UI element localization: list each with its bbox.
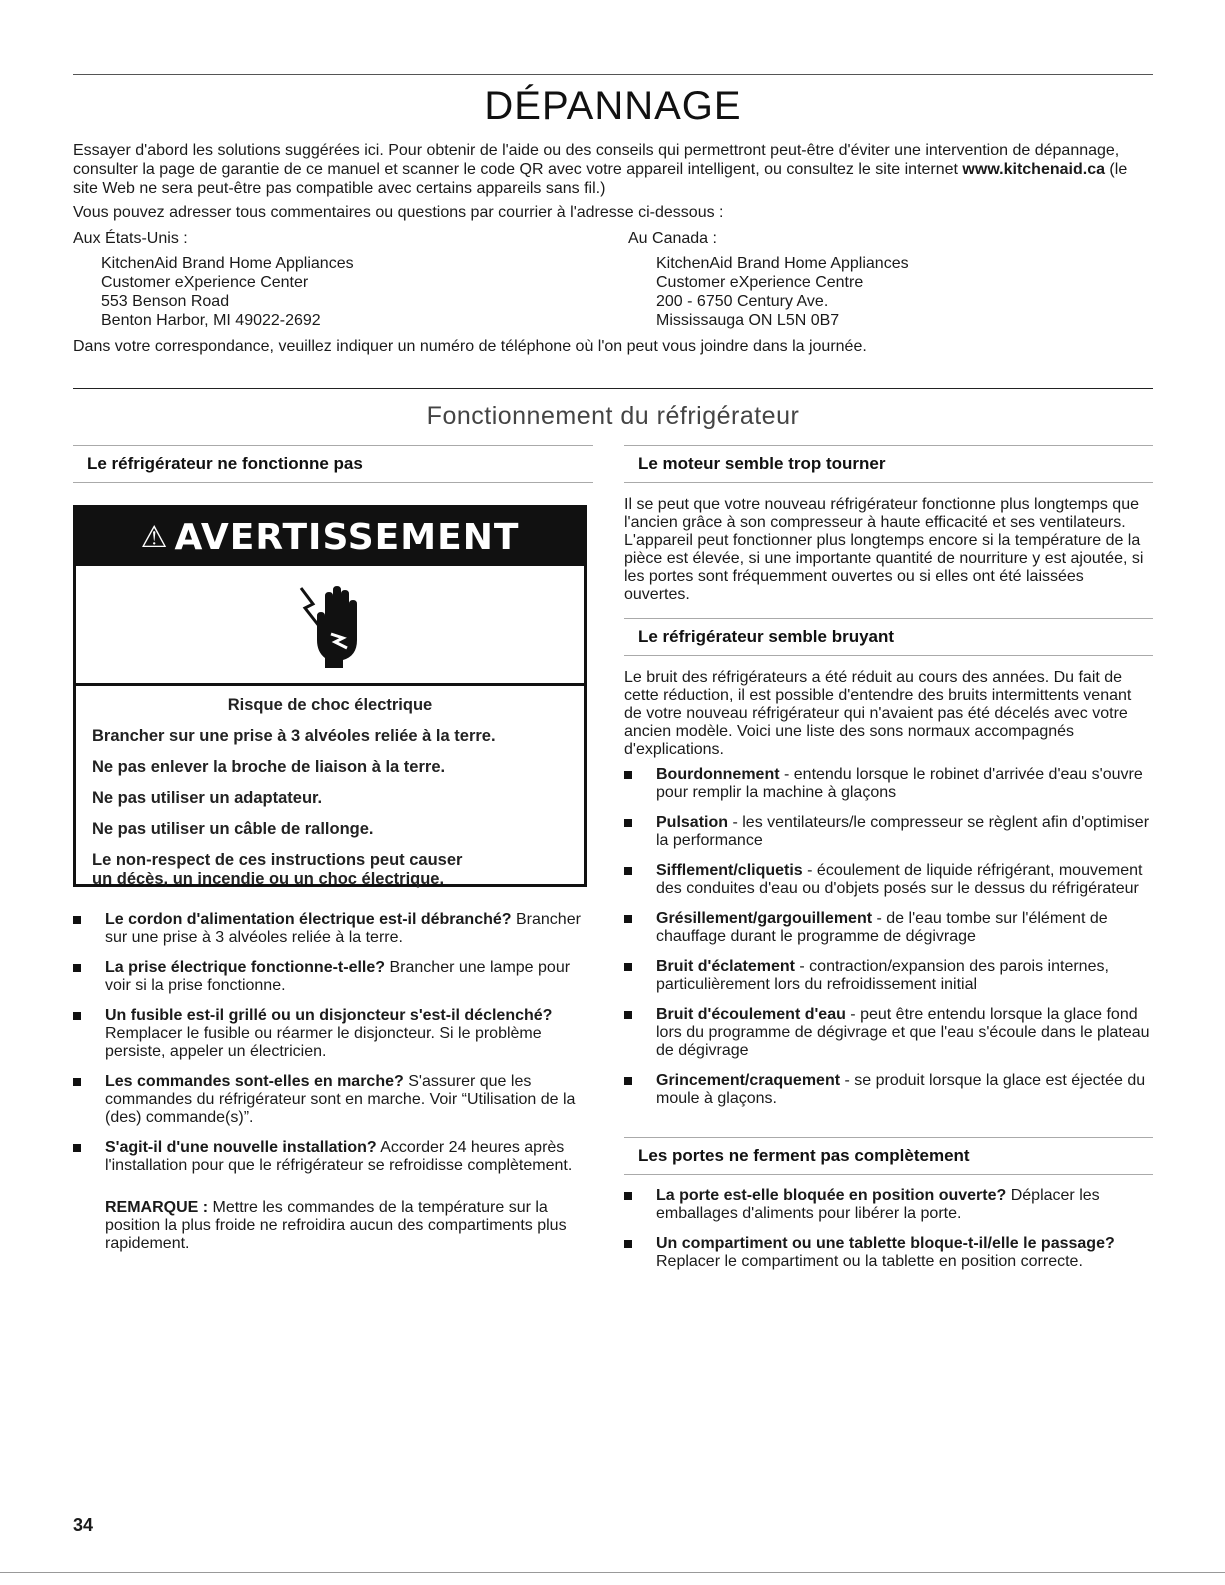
warning-risk: Risque de choc électrique [227,696,433,714]
warning-banner-text: AVERTISSEMENT [174,516,520,558]
list-item: Un compartiment ou une tablette bloque-t-il/elle le passage? Replacer le compartiment ou la tablette en position correcte. [624,1235,1153,1271]
heading-doors: Les portes ne ferment pas complètement [624,1137,1153,1175]
warning-icon-area [76,566,584,686]
warning-line: Ne pas utiliser un adaptateur. [92,789,323,807]
address-us-label: Aux États-Unis : [73,230,188,247]
bullet-icon [624,1077,632,1085]
bullet-icon [624,771,632,779]
address-ca [628,229,909,330]
address-line: Customer eXperience Center [101,274,309,291]
website-link[interactable]: www.kitchenaid.ca [962,161,1105,178]
list-item: Un fusible est-il grillé ou un disjoncteur s'est-il déclenché? Remplacer le fusible ou réarmer le disjoncteur. Si le problème persiste, appeler un électricien. [73,1007,593,1061]
heading-noisy: Le réfrigérateur semble bruyant [624,618,1153,656]
warning-line: Brancher sur une prise à 3 alvéoles reliée à la terre. [92,727,496,745]
address-line: Customer eXperience Centre [656,274,864,291]
list-item: Grincement/craquement - se produit lorsque la glace est éjectée du moule à glaçons. [624,1072,1153,1108]
bullet-icon [73,1078,81,1086]
list-item: Bruit d'écoulement d'eau - peut être entendu lorsque la glace fond lors du programme de dégivrage et que l'eau s'écoule dans le plateau de dégivrage [624,1006,1153,1060]
bullet-icon [73,1012,81,1020]
list-item: La prise électrique fonctionne-t-elle? Brancher une lampe pour voir si la prise fonctionne. [73,959,593,995]
bullet-icon [624,915,632,923]
address-line: KitchenAid Brand Home Appliances [656,255,909,272]
warning-box [73,505,587,887]
bullet-icon [73,1144,81,1152]
address-ca-label: Au Canada : [628,230,717,247]
list-item: Bruit d'éclatement - contraction/expansion des parois internes, particulièrement lors du refroidissement initial [624,958,1153,994]
list-item: Grésillement/gargouillement - de l'eau tombe sur l'élément de chauffage durant le programme de dégivrage [624,910,1153,946]
address-line: 553 Benson Road [101,293,230,310]
page [73,0,1153,1585]
list-item: Sifflement/cliquetis - écoulement de liquide réfrigérant, mouvement des conduites d'eau ou d'objets posés sur le dessus du réfrigérateur [624,862,1153,898]
doors-checklist [624,1187,1153,1283]
list-item: La porte est-elle bloquée en position ouverte? Déplacer les emballages d'aliments pour libérer la porte. [624,1187,1153,1223]
list-item: Pulsation - les ventilateurs/le compresseur se règlent afin d'optimiser la performance [624,814,1153,850]
warning-line: Ne pas enlever la broche de liaison à la terre. [92,758,446,776]
address-line: Mississauga ON L5N 0B7 [656,312,840,329]
list-item: Bourdonnement - entendu lorsque le robinet d'arrivée d'eau s'ouvre pour remplir la machine à glaçons [624,766,1153,802]
mail-note: Vous pouvez adresser tous commentaires ou questions par courrier à l'adresse ci-dessous : [73,204,724,221]
bullet-icon [624,819,632,827]
list-item: Le cordon d'alimentation électrique est-il débranché? Brancher sur une prise à 3 alvéoles reliée à la terre. [73,911,593,947]
list-item: S'agit-il d'une nouvelle installation? Accorder 24 heures après l'installation pour que le réfrigérateur se refroidisse complètement. [73,1139,593,1175]
warning-consequence: Le non-respect de ces instructions peut causer un décès, un incendie ou un choc électrique. [92,851,463,888]
intro-paragraph: Essayer d'abord les solutions suggérées ici. Pour obtenir de l'aide ou des conseils qui permettront peut-être d'éviter une intervention de dépannage, consulter la page de garantie de ce manuel et scanner le code QR avec votre appareil intelligent, ou consultez le site internet www.kitchenaid.ca (le site Web ne sera peut-être pas compatible avec certains appareils sans fil.) [73,142,1128,197]
address-us [73,229,354,330]
noisy-paragraph: Le bruit des réfrigérateurs a été réduit au cours des années. Du fait de cette réduction, il est possible d'entendre des bruits intermittents venant de votre nouveau réfrigérateur qui n'avaient pas été décelés avec votre ancien modèle. Voici une liste des sons normaux accompagnés d'explications. [624,669,1132,758]
address-line: 200 - 6750 Century Ave. [656,293,829,310]
section-rule [73,388,1153,389]
remark: REMARQUE : Mettre les commandes de la température sur la position la plus froide ne refroidira aucun des compartiments plus rapidement. [105,1199,567,1252]
intro [73,141,1153,227]
bullet-icon [624,867,632,875]
warning-banner [76,508,584,566]
page-number: 34 [73,1515,94,1535]
page-title: DÉPANNAGE [484,84,742,128]
address-line: Benton Harbor, MI 49022-2692 [101,312,321,329]
bullet-icon [624,1011,632,1019]
contact-note: Dans votre correspondance, veuillez indiquer un numéro de téléphone où l'on peut vous joindre dans la journée. [73,338,867,355]
electric-shock-hand-icon [295,582,365,668]
bottom-rule [0,1572,1225,1573]
bullet-icon [624,1240,632,1248]
motor-runs-paragraph: Il se peut que votre nouveau réfrigérateur fonctionne plus longtemps que l'ancien grâce à son compresseur à haute efficacité et ses ventilateurs. L'appareil peut fonctionner plus longtemps encore si la température de la pièce est élevée, si une importante quantité de nourriture y est ajoutée, si les portes sont fréquemment ouvertes ou si elles ont été laissées ouvertes. [624,496,1144,603]
bullet-icon [73,916,81,924]
not-working-checklist [73,911,593,1187]
heading-motor-runs: Le moteur semble trop tourner [624,445,1153,483]
warning-line: Ne pas utiliser un câble de rallonge. [92,820,374,838]
section-title: Fonctionnement du réfrigérateur [426,402,800,430]
bullet-icon [73,964,81,972]
bullet-icon [624,1192,632,1200]
warning-text [76,686,584,889]
noise-list [624,766,1153,1120]
warning-triangle-icon: ⚠ [140,519,169,555]
heading-not-working: Le réfrigérateur ne fonctionne pas [73,445,593,483]
bullet-icon [624,963,632,971]
list-item: Les commandes sont-elles en marche? S'assurer que les commandes du réfrigérateur sont en marche. Voir “Utilisation de la (des) commande(s)”. [73,1073,593,1127]
address-line: KitchenAid Brand Home Appliances [101,255,354,272]
